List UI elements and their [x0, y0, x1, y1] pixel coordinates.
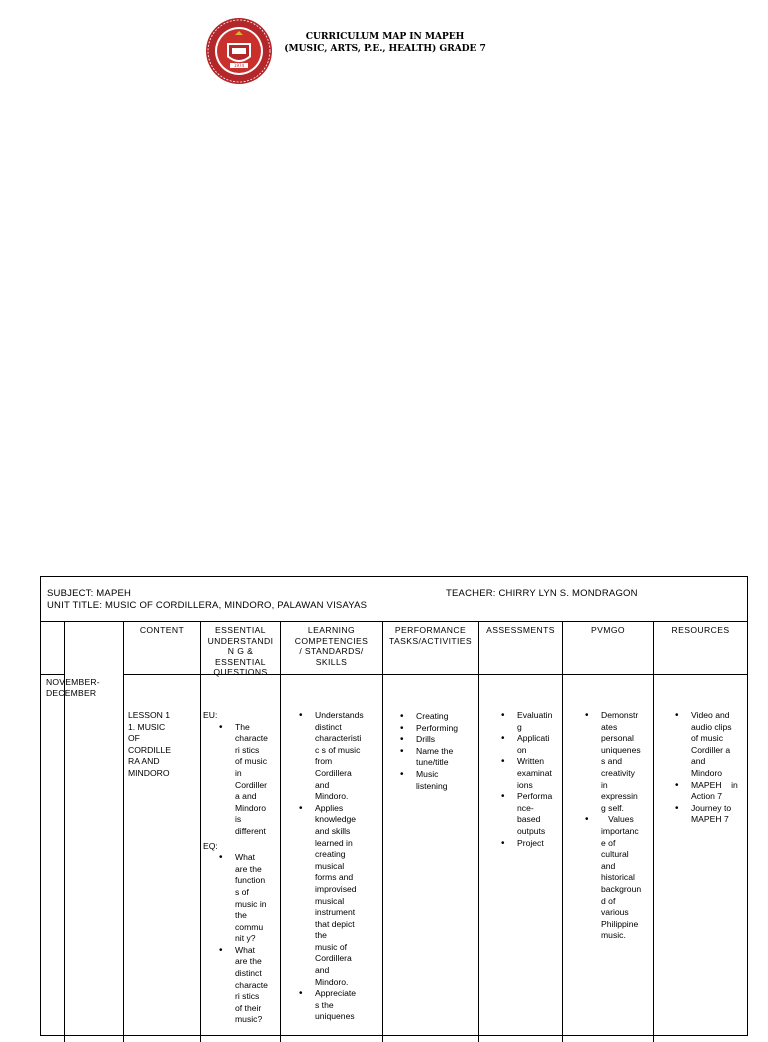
text-line: musical: [315, 860, 345, 871]
text-line: Action 7: [691, 791, 723, 802]
eq-item: [217, 945, 279, 1026]
text-line: music of: [315, 941, 347, 952]
header-learning-competencies: [281, 625, 382, 667]
content-cell: [128, 710, 198, 780]
text-line: Mindoro: [691, 767, 723, 778]
curriculum-map-table: [40, 576, 748, 1036]
text-line: • Understands: [315, 710, 364, 720]
performance-item: [398, 746, 478, 769]
text-line: improvised: [315, 883, 357, 894]
assessments-list: [499, 710, 562, 849]
eq-list: [203, 852, 279, 1026]
text-line: d of: [601, 895, 616, 906]
text-line: music?: [235, 1014, 263, 1025]
assessments-cell: [499, 710, 562, 849]
text-line: Cordillera: [315, 767, 352, 778]
text-line: characte: [235, 979, 268, 990]
text-line: distinct: [235, 968, 262, 979]
text-line: a and: [235, 791, 257, 802]
text-line: • Applies: [315, 802, 344, 813]
header-line: QUESTIONS: [213, 667, 268, 677]
column-divider: [382, 622, 383, 1042]
text-line: c s of music: [315, 744, 361, 755]
subject-info-row: [41, 577, 747, 622]
header-line: TASKS/ACTIVITIES: [388, 635, 473, 646]
text-line: • Performa: [517, 791, 553, 802]
title-line-2: (MUSIC, ARTS, P.E., HEALTH) GRADE 7: [284, 43, 486, 54]
header-resources: RESOURCES: [671, 625, 730, 635]
text-line: in: [235, 767, 242, 778]
assessment-item: [499, 710, 562, 733]
text-line: • Video and: [691, 710, 730, 720]
text-line: s the: [315, 999, 334, 1010]
resource-item: [673, 803, 747, 826]
text-line: that depict: [315, 918, 355, 929]
text-line: ates: [601, 721, 618, 732]
text-line: • Written: [517, 756, 545, 767]
text-line: • What: [235, 852, 256, 863]
teacher-label: TEACHER: CHIRRY LYN S. MONDRAGON: [446, 588, 638, 599]
text-line: Mindoro.: [315, 976, 349, 987]
header-performance-tasks: [383, 625, 478, 646]
text-line: importanc: [601, 825, 639, 836]
text-line: • Project: [517, 837, 544, 848]
header-line: ESSENTIAL: [215, 625, 266, 635]
text-line: uniquenes: [601, 744, 641, 755]
text-line: knowledge: [315, 814, 357, 825]
text-line: • Name the: [416, 745, 454, 756]
competencies-cell: [297, 710, 381, 1023]
text-line: creativity: [601, 767, 635, 778]
text-line: forms and: [315, 872, 354, 883]
column-divider: [280, 622, 281, 1042]
pvmgo-item: [583, 710, 653, 814]
text-line: on: [517, 744, 527, 755]
text-line: various: [601, 907, 629, 918]
text-line: creating: [315, 849, 346, 860]
header-line: SKILLS: [315, 656, 348, 667]
header-line: PERFORMANCE: [394, 625, 467, 635]
text-line: Mindoro: [235, 802, 267, 813]
text-line: are the: [235, 956, 262, 967]
text-line: listening: [416, 780, 448, 791]
header-line: COMPETENCIES: [294, 635, 369, 646]
content-line: MINDORO: [128, 767, 170, 778]
text-line: • Values: [601, 814, 634, 825]
performance-item: [398, 769, 478, 792]
text-line: the: [235, 910, 247, 921]
eu-eq-cell: [203, 710, 279, 1026]
text-line: Cordillera: [315, 953, 352, 964]
text-line: and skills: [315, 825, 351, 836]
column-divider: [653, 622, 654, 1042]
text-line: Mindoro.: [315, 791, 349, 802]
resources-cell: [673, 710, 747, 826]
text-line: of their: [235, 1002, 262, 1013]
text-line: function: [235, 875, 266, 886]
text-line: nit y?: [235, 933, 256, 944]
text-line: tune/title: [416, 757, 449, 768]
resources-list: [673, 710, 747, 826]
text-line: and: [315, 779, 330, 790]
text-line: characteristi: [315, 733, 362, 744]
header-line: ESSENTIAL: [215, 656, 266, 667]
text-line: ri stics: [235, 744, 260, 755]
text-line: • Creating: [416, 711, 449, 721]
text-line: g self.: [601, 802, 624, 813]
text-line: g: [517, 721, 522, 732]
text-line: of music: [235, 756, 267, 767]
text-line: and: [315, 965, 330, 976]
text-line: cultural: [601, 849, 629, 860]
content-line: RA AND: [128, 756, 160, 767]
text-line: • Applicati: [517, 733, 550, 744]
resource-item: [673, 710, 747, 780]
text-line: ions: [517, 779, 533, 790]
text-line: Philippine: [601, 918, 639, 929]
eu-list: [203, 722, 279, 838]
school-seal-logo: [205, 17, 273, 85]
competency-item: [297, 710, 381, 803]
text-line: e of: [601, 837, 616, 848]
assessment-item: [499, 756, 562, 791]
text-line: Cordiller a: [691, 744, 731, 755]
text-line: learned in: [315, 837, 353, 848]
pvmgo-item: [583, 814, 653, 942]
performance-cell: [398, 711, 478, 792]
header-assessments: ASSESSMENTS: [486, 625, 555, 635]
text-line: s and: [601, 756, 623, 767]
performance-list: [398, 711, 478, 792]
header-line: UNDERSTANDI: [207, 635, 274, 646]
text-line: distinct: [315, 721, 342, 732]
competency-item: [297, 803, 381, 989]
document-title: [280, 31, 490, 55]
eu-item: [217, 722, 279, 838]
text-line: and: [691, 756, 706, 767]
text-line: is: [235, 814, 242, 825]
header-row-divider-left: [41, 674, 64, 675]
content-line: CORDILLE: [128, 744, 171, 755]
text-line: Cordiller: [235, 779, 267, 790]
header-line: N G &: [227, 646, 254, 656]
content-line: 1. MUSIC: [128, 721, 166, 732]
text-line: • Evaluatin: [517, 710, 553, 720]
text-line: outputs: [517, 825, 546, 836]
subject-label: SUBJECT: MAPEH: [47, 588, 132, 599]
performance-item: [398, 734, 478, 746]
text-line: • The: [235, 721, 250, 732]
eq-item: [217, 852, 279, 945]
text-line: s of: [235, 886, 249, 897]
eq-label: EQ:: [203, 840, 218, 851]
text-line: expressin: [601, 791, 638, 802]
text-line: musical: [315, 895, 345, 906]
text-line: of music: [691, 733, 723, 744]
text-line: the: [315, 930, 327, 941]
text-line: music in: [235, 898, 267, 909]
month-line: DECEMBER: [46, 688, 97, 698]
unit-title-label: UNIT TITLE: MUSIC OF CORDILLERA, MINDORO, PALAWAN VISAYAS: [47, 600, 368, 611]
text-line: and: [601, 860, 616, 871]
text-line: • What: [235, 944, 256, 955]
text-line: ri stics: [235, 991, 260, 1002]
pvmgo-cell: [583, 710, 653, 942]
month-line: NOVEMBER-: [46, 677, 100, 687]
competency-item: [297, 988, 381, 1023]
column-divider: [200, 622, 201, 1042]
pvmgo-list: [583, 710, 653, 942]
text-line: music.: [601, 930, 626, 941]
text-line: historical: [601, 872, 635, 883]
title-line-1: CURRICULUM MAP IN MAPEH: [305, 31, 465, 42]
header-essential-understanding: [201, 625, 280, 678]
text-line: • Music: [416, 768, 439, 779]
text-line: characte: [235, 733, 268, 744]
text-line: instrument: [315, 907, 356, 918]
text-line: uniquenes: [315, 1011, 355, 1022]
performance-item: [398, 723, 478, 735]
header-line: LEARNING: [307, 625, 356, 635]
text-line: examinat: [517, 767, 552, 778]
text-line: backgroun: [601, 883, 642, 894]
content-line: LESSON 1: [128, 710, 171, 720]
eu-label: EU:: [203, 710, 218, 720]
header-pvmgo: PVMGO: [591, 625, 625, 635]
text-line: • Appreciate: [315, 988, 357, 999]
text-line: • Drills: [416, 734, 436, 745]
text-line: in: [601, 779, 608, 790]
text-line: from: [315, 756, 333, 767]
text-line: personal: [601, 733, 634, 744]
column-divider: [562, 622, 563, 1042]
text-line: • MAPEH in: [691, 779, 738, 790]
assessment-item: [499, 733, 562, 756]
text-line: • Demonstr: [601, 710, 639, 720]
competencies-list: [297, 710, 381, 1023]
header-content: CONTENT: [139, 625, 185, 635]
text-line: commu: [235, 921, 264, 932]
svg-text:1974: 1974: [233, 63, 245, 69]
text-line: audio clips: [691, 721, 732, 732]
text-line: nce-: [517, 802, 534, 813]
content-line: OF: [128, 733, 140, 744]
column-divider: [478, 622, 479, 1042]
resource-item: [673, 780, 747, 803]
header-line: / STANDARDS/: [299, 646, 364, 656]
performance-item: [398, 711, 478, 723]
text-line: MAPEH 7: [691, 814, 729, 825]
text-line: based: [517, 814, 541, 825]
month-cell: [46, 677, 121, 699]
column-divider: [123, 622, 124, 1042]
text-line: • Journey to: [691, 802, 732, 813]
assessment-item: [499, 838, 562, 850]
text-line: • Performing: [416, 722, 459, 733]
text-line: different: [235, 825, 266, 836]
text-line: are the: [235, 863, 262, 874]
assessment-item: [499, 791, 562, 837]
